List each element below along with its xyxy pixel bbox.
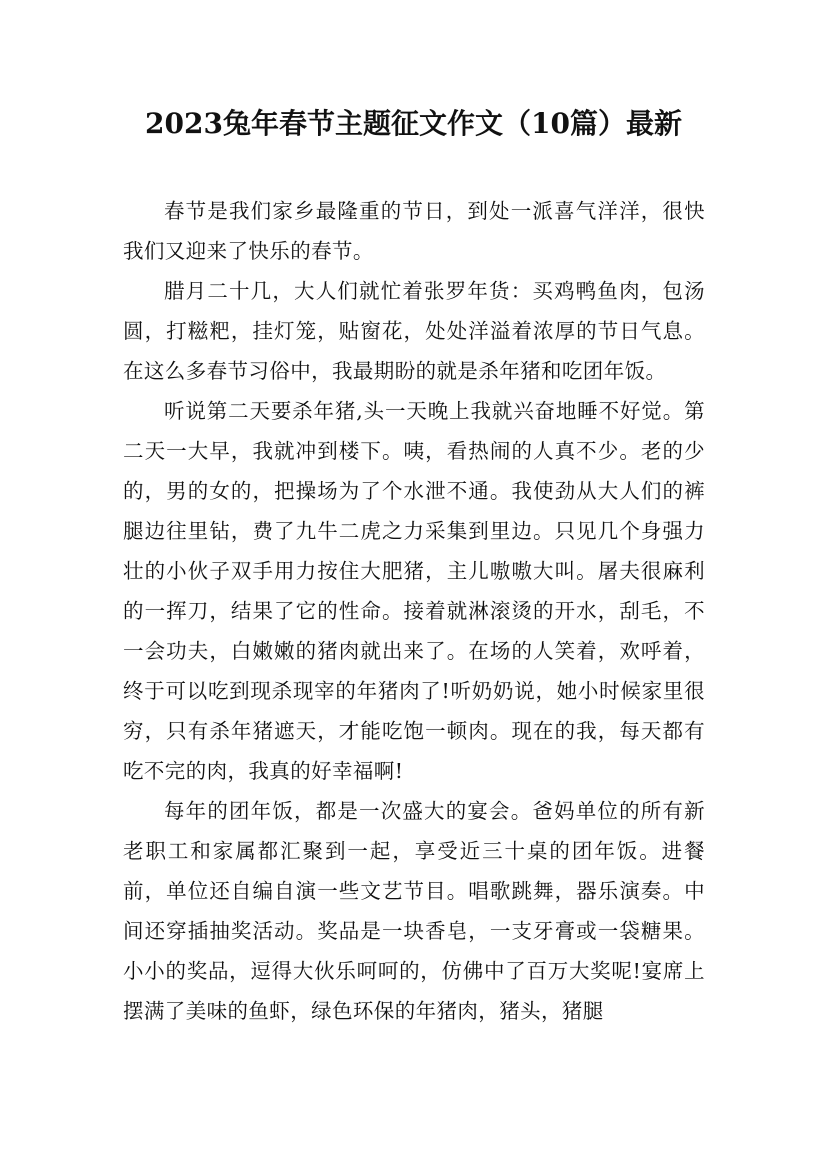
document-body — [123, 191, 705, 1031]
document-title: 2023兔年春节主题征文作文（10篇）最新 — [145, 107, 682, 140]
paragraph-3: 听说第二天要杀年猪,头一天晚上我就兴奋地睡不好觉。第二天一大早，我就冲到楼下。咦，看热闹的人真不少。老的少的，男的女的，把操场为了个水泄不通。我使劲从大人们的裤腿边往里钻，费了九牛二虎之力采集到里边。只见几个身强力壮的小伙子双手用力按住大肥猪，主儿嗷嗷大叫。屠夫很麻利的一挥刀，结果了它的性命。接着就淋滚烫的开水，刮毛，不一会功夫，白嫩嫩的猪肉就出来了。在场的人笑着，欢呼着，终于可以吃到现杀现宰的年猪肉了!听奶奶说，她小时候家里很穷，只有杀年猪遮天，才能吃饱一顿肉。现在的我，每天都有吃不完的肉，我真的好幸福啊! — [123, 399, 705, 783]
paragraph-1: 春节是我们家乡最隆重的节日，到处一派喜气洋洋，很快我们又迎来了快乐的春节。 — [123, 199, 705, 263]
paragraph-4: 每年的团年饭，都是一次盛大的宴会。爸妈单位的所有新老职工和家属都汇聚到一起，享受近三十桌的团年饭。进餐前，单位还自编自演一些文艺节目。唱歌跳舞，器乐演奏。中间还穿插抽奖活动。奖品是一块香皂，一支牙膏或一袋糖果。小小的奖品，逗得大伙乐呵呵的，仿佛中了百万大奖呢!宴席上摆满了美味的鱼虾，绿色环保的年猪肉，猪头，猪腿 — [123, 799, 705, 1023]
paragraph-2: 腊月二十几，大人们就忙着张罗年货：买鸡鸭鱼肉，包汤圆，打糍粑，挂灯笼，贴窗花，处处洋溢着浓厚的节日气息。在这么多春节习俗中，我最期盼的就是杀年猪和吃团年饭。 — [123, 279, 705, 383]
